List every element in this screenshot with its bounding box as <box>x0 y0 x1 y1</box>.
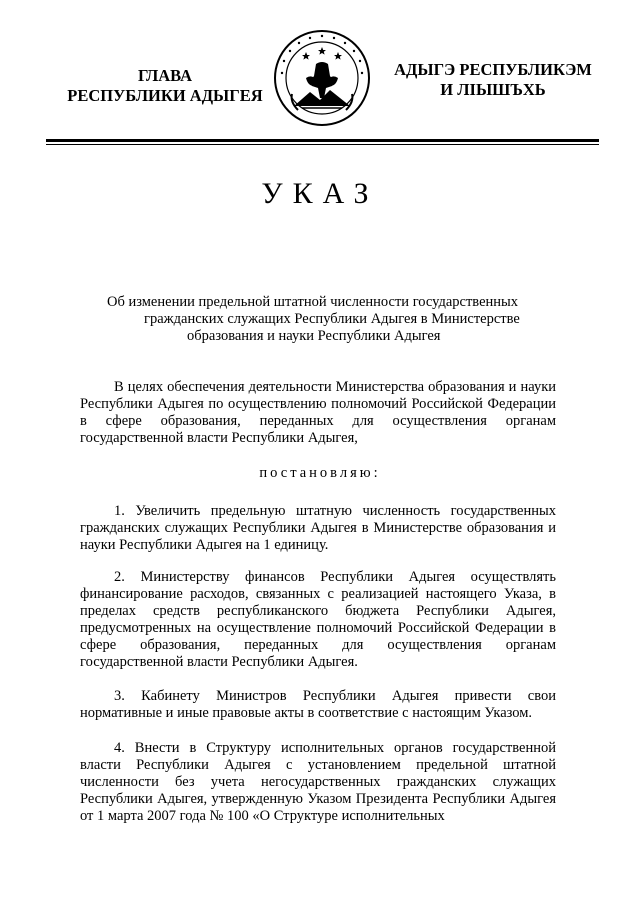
subject-line-2: гражданских служащих Республики Адыгея в Министерстве <box>144 311 520 327</box>
decree-item-4: 4. Внести в Структуру исполнительных органов государственной власти Республики Адыгея с установлением предельной штатной численности без учета негосударственных гражданских служащих Республики Адыгея, утвержденную Указом Президента Республики Адыгея от 1 марта 2007 года № 100 «О Структуре исполнительных <box>80 740 556 824</box>
decree-item-1: 1. Увеличить предельную штатную численность государственных гражданских служащих Республики Адыгея в Министерстве образования и науки Республики Адыгея на 1 единицу. <box>80 503 556 553</box>
subject-line-3: образования и науки Республики Адыгея <box>187 328 441 344</box>
header-left-line1: ГЛАВА <box>137 66 193 85</box>
decree-item-2: 2. Министерству финансов Республики Адыгея осуществлять финансирование расходов, связанных с реализацией настоящего Указа, в пределах средств республиканского бюджета Республики Адыгея, предусмотренных на осуществление полномочий Российской Федерации в сфере образования, переданных для осуществления органам государственной власти Республики Адыгея. <box>80 569 556 670</box>
header-divider-thin <box>46 144 599 145</box>
header-left-title <box>40 66 290 106</box>
decree-item-3: 3. Кабинету Министров Республики Адыгея привести свои нормативные и иные правовые акты в соответствие с настоящим Указом. <box>80 688 556 721</box>
header-left-line2: РЕСПУБЛИКИ АДЫГЕЯ <box>67 86 263 105</box>
preamble-block <box>80 379 556 447</box>
document-title: УКАЗ <box>261 177 379 210</box>
header-right-line2: И ЛІЫШЪХЬ <box>440 80 546 99</box>
header-divider-thick <box>46 139 599 142</box>
subject-line-1: Об изменении предельной штатной численности государственных <box>107 294 519 310</box>
decree-word: постановляю: <box>259 465 381 481</box>
item-4-block <box>80 740 556 825</box>
header-right-title <box>382 60 604 100</box>
item-3-block <box>80 688 556 722</box>
item-2-block <box>80 569 556 671</box>
item-1-block <box>80 503 556 554</box>
preamble-paragraph: В целях обеспечения деятельности Министерства образования и науки Республики Адыгея по осуществлению полномочий Российской Федерации в сфере образования, переданных для осуществления органам государственной власти Республики Адыгея, <box>80 379 556 446</box>
coat-of-arms-of-adygea-icon <box>272 28 372 128</box>
header-right-line1: АДЫГЭ РЕСПУБЛИКЭМ <box>394 60 592 79</box>
